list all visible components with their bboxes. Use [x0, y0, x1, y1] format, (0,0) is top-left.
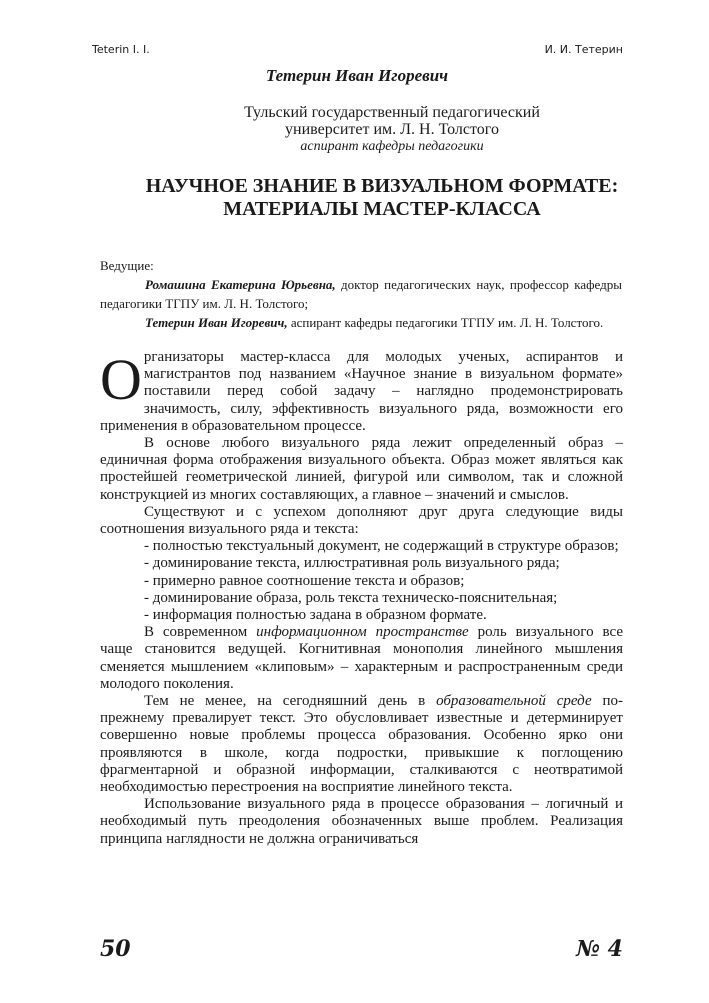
paragraph-1: Организаторы мастер-класса для молодых ученых, аспирантов и магистрантов под названием «Научное знание в визуальном формате» поставили перед собой задачу – наглядно продемонстрировать значимость, силу, эффективность визуального ряда, возможности его применения в образовательном процессе. [100, 347, 623, 434]
article-body [100, 349, 623, 848]
author-name: Тетерин Иван Игоревич [265, 66, 449, 85]
paragraph-3: Существуют и с успехом дополняют друг друга следующие виды соотношения визуального ряда и текста: [100, 503, 623, 538]
paragraph-6: Использование визуального ряда в процессе образования – логичный и необходимый путь преодоления обозначенных выше проблем. Реализация принципа наглядности не должна ограничиваться [100, 796, 623, 847]
affiliation-line-2: университет им. Л. Н. Толстого [285, 121, 499, 138]
author-affiliation [92, 104, 692, 155]
list-item: - примерно равное соотношение текста и образов; [144, 572, 465, 589]
list-item: - полностью текстуальный документ, не содержащий в структуре образов; [144, 538, 619, 555]
hosts-block [100, 256, 622, 332]
paragraph-5: Тем не менее, на сегодняшний день в образовательной среде по-прежнему превалирует текст. Это обусловливает известные и детерминирует совершенно новые проблемы процесса образования. Особенно ярко они проявляются в школе, когда подростки, привыкшие к поглощению фрагментарной и образной информации, сталкиваются с неотвратимой необходимостью перестроения на восприятие линейного текста. [100, 693, 623, 796]
issue-number: № 4 [576, 936, 623, 962]
affiliation-position: аспирант кафедры педагогики [300, 139, 484, 154]
title-line-1: НАУЧНОЕ ЗНАНИЕ В ВИЗУАЛЬНОМ ФОРМАТЕ: [145, 175, 619, 197]
affiliation-line-1: Тульский государственный педагогический [244, 104, 540, 121]
list-item: - доминирование текста, иллюстративная роль визуального ряда; [144, 555, 560, 572]
host-2-name: Тетерин Иван Игоревич, [145, 315, 288, 330]
host-1 [100, 275, 622, 313]
host-1-name: Ромашина Екатерина Юрьевна, [145, 277, 336, 292]
title-line-2: МАТЕРИАЛЫ МАСТЕР-КЛАССА [223, 198, 541, 220]
paragraph-2: В основе любого визуального ряда лежит определенный образ – единичная форма отображения визуального объекта. Образ может являться как простейшей геометрической линией, фигурой или символом, так и сложной конструкцией из многих составляющих, а главное – значений и смыслов. [100, 435, 623, 503]
list-item: - доминирование образа, роль текста техническо-пояснительная; [144, 589, 558, 606]
host-2-description: аспирант кафедры педагогики ТГПУ им. Л. Н. Толстого. [287, 315, 604, 330]
running-header-right: И. И. Тетерин [544, 43, 623, 56]
paragraph-4: В современном информационном пространстве роль визуального все чаще становится ведущей. Когнитивная монополия линейного мышления сменяется мышлением «клиповым» – характерным и распространенным среди молодого поколения. [100, 624, 623, 692]
drop-cap: О [100, 347, 142, 412]
host-1-description: доктор педагогических наук, профессор кафедры педагогики ТГПУ им. Л. Н. Толстого; [100, 277, 623, 311]
list-item: - информация полностью задана в образном формате. [144, 607, 487, 624]
article-title [92, 175, 672, 221]
hosts-label: Ведущие: [100, 258, 154, 273]
running-header-left: Teterin I. I. [92, 43, 150, 56]
page-number: 50 [100, 936, 131, 962]
host-2 [100, 313, 622, 332]
